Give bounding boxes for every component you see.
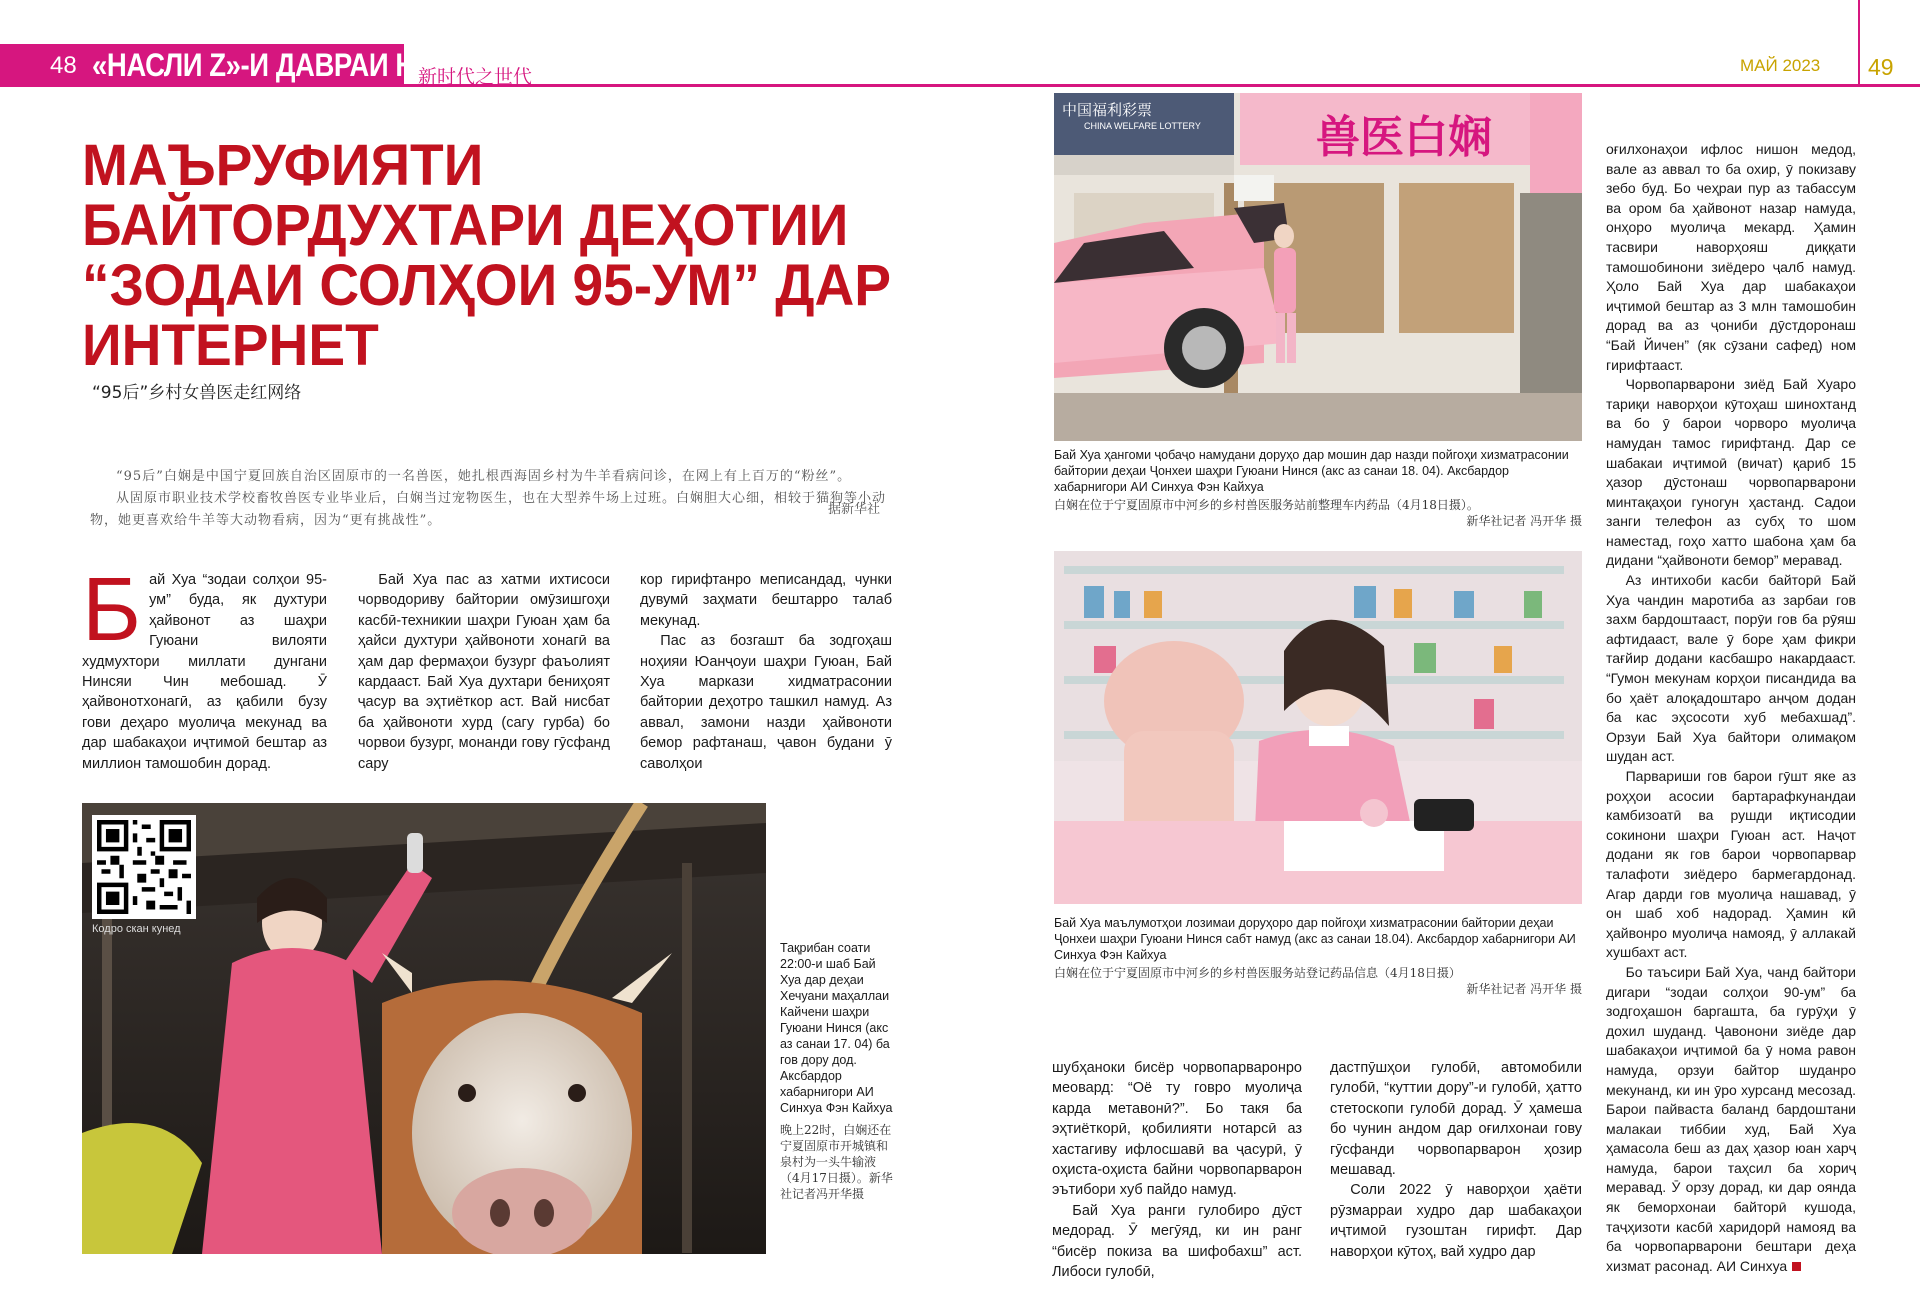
text-column-2 — [358, 570, 610, 774]
body-paragraph: Парвариши гов барои гӯшт яке аз роҳҳои асосии бартарафкунандаи камбизоатӣ ва рушди иқтисодии сокинони шаҳри Гуюан аст. Наҷот додани як гов барои чорвопарвар талафоти зиёдеро бармегардонад. Агар дарди гов муолиҷа нашавад, ӯ он шаб хоб надорад. Ҳамин кӣ ҳайвонро муолиҷа намояд, ӯ аллакай хушбахт аст. — [1606, 768, 1856, 961]
body-paragraph: Бай Хуа пас аз хатми ихтисоси чорводориву байтории омӯзишгоҳи касбӣ-техникии шаҳри Гуюан ҳам ба ҳайси духтури ҳайвоноти хонагӣ ва ҳам дар фермаҳои бузург фаъолият кардааст. Бай Хуа духтари бениҳоят ҷасур ва эҳтиёткор аст. Вай нисбат ба ҳайвоноти хурд (сагу гурба) бо чорвои бузург, монанди гову гӯсфанд сару — [358, 572, 610, 772]
body-paragraph: оғилхонаҳои ифлос нишон медод, вале аз аввал то ба охир, ӯ покизаву зебо буд. Бо чеҳраи пур аз табассум ва ором ба ҳайвонот назар намуда, онҳоро муолиҷа мекард. Ҳамин тасвири наворҳояш диққати тамошобинони зиёдеро ҷалб намуд. Ҳоло Бай Хуа дар шабакаҳои иҷтимоӣ бештар аз 3 млн тамошобин дорад ва аз ҷониби дӯстдоронаш “Бай Йичен” (як сӯзани сафед) ном гирифтааст. — [1606, 141, 1856, 373]
caption-text-cn: 白娴在位于宁夏固原市中河乡的乡村兽医服务站登记药品信息（4月18日摄） — [1054, 966, 1461, 980]
text-column-1 — [82, 560, 327, 774]
page-number-right: 49 — [1868, 54, 1894, 80]
body-paragraph: дастпӯшҳои гулобӣ, автомобили гулобӣ, “куттии дору”-и гулобӣ, ҳатто стетоскопи гулобӣ дорад. Ӯ ҳамеша бо чунин андом дар оғилхонаи гову гӯсфанди чорвопарварон ҳозир мешавад. — [1330, 1060, 1582, 1179]
qr-label: Кодро скан кунед — [92, 923, 181, 935]
caption-text-cn: 白娴在位于宁夏固原市中河乡的乡村兽医服务站前整理车内药品（4月18日摄）。 — [1054, 498, 1479, 512]
chinese-intro — [90, 466, 890, 532]
photo-car-caption — [1054, 447, 1582, 529]
photo-credit-cn: 新华社记者 冯开华 摄 — [1466, 514, 1582, 528]
caption-text-cn: 晚上22时，白娴还在宁夏固原市开城镇和泉村为一头牛输液（4月17日摄）。新华社记者冯开华摄 — [780, 1123, 893, 1201]
lottery-sign-en: CHINA WELFARE LOTTERY — [1084, 121, 1201, 131]
body-paragraph: Аз интихоби касби байторӣ Бай Хуа чандин маротиба аз зарбаи гов захм бардоштааст, порӯи гов ба рӯяш афтидааст, вале ӯ боре ҳам фикри тағйир додани касбашро накардааст. “Гумон мекунам корҳои писандида ва бо ҳаёт алоқадоштаро анҷом додан ба кас эҳсосоти хуб мебахшад”. Орзуи Бай Хуа байтори олимақом шудан аст. — [1606, 572, 1856, 765]
body-paragraph: Бо таъсири Бай Хуа, чанд байтори дигари “зодаи солҳои 90-ум” ба зодгоҳашон баргашта, ба гурӯҳи ӯ дохил шуданд. Ҷавонони зиёде дар шабакаҳои иҷтимоӣ ба ӯ нома равон намуда, орзуи байтор шуданро мекунанд, ки ин ӯро хурсанд месозад. Барои пайваста баланд бардоштани малакаи тиббии худ, Бай Хуа ҳамасола беш аз даҳ ҳазор юан харҷ намуда, барои таҳсил ба хориҷ меравад. Ӯ орзу дорад, ки дар оянда як беморхонаи байторӣ кушода, таҷҳизоти касбӣ харидорӣ намояд ва ба чорвопарварони бештари деҳа хизмат расонад. АИ Синхуа — [1606, 963, 1856, 1274]
qr-code[interactable] — [92, 815, 196, 919]
article-subtitle-cn: “95后”乡村女兽医走红网络 — [92, 383, 302, 403]
photo-vet-at-desk — [1054, 551, 1582, 904]
intro-cn-paragraph: “95后”白娴是中国宁夏回族自治区固原市的一名兽医，她扎根西海固乡村为牛羊看病问诊，在网上有上百万的“粉丝”。 — [116, 469, 852, 484]
end-of-article-mark — [1792, 1262, 1801, 1271]
caption-text: Тақрибан соати 22:00-и шаб Бай Хуа дар деҳаи Хечуани маҳаллаи Кайчени шаҳри Гуюани Нинся (акс аз санаи 17. 04) ба гов дору дод. Аксбардор хабарнигори АИ Синхуа Фэн Кайхуа — [780, 941, 893, 1115]
intro-cn-paragraph: 从固原市职业技术学校畜牧兽医专业毕业后，白娴当过宠物医生，也在大型养牛场上过班。白娴胆大心细，相较于猫狗等小动物，她更喜欢给牛羊等大动物看病，因为“更有挑战性”。 — [90, 491, 887, 528]
photo-pink-car — [1054, 93, 1582, 441]
photo-desk-caption — [1054, 915, 1582, 997]
section-title-cn: 新时代之世代 — [418, 66, 533, 88]
text-column-6 — [1606, 140, 1856, 1276]
caption-text: Бай Хуа ҳангоми ҷобаҷо намудани доруҳо дар мошин дар назди пойгоҳи хизматрасонии байтории деҳаи Ҷонхеи шаҳри Гуюани Нинся (акс аз санаи 18. 04). Аксбардор хабарнигори АИ Синхуа Фэн Кайхуа — [1054, 448, 1569, 494]
caption-text: Бай Хуа маълумотҳои лозимаи доруҳоро дар пойгоҳи хизматрасонии байтории деҳаи Ҷонхеи шаҳри Гуюани Нинся сабт намуд (акс аз санаи 18.04). Аксбардор хабарнигори АИ Синхуа Фэн Кайхуа — [1054, 916, 1576, 962]
body-paragraph: Пас аз бозгашт ба зодгоҳаш ноҳияи Юанҷоуи шаҳри Гуюан, Бай Хуа маркази хидматрасонии байтории деҳотро ташкил намуд. Аз аввал, замони назди ҳайвоноти бемор рафтанаш, ҷавон будани ӯ саволҳои — [640, 633, 892, 772]
body-paragraph: Бай Хуа ранги гулобиро дӯст медорад. Ӯ мегӯяд, ки ин ранг “бисёр покиза ва шифобахш” аст. Либоси гулобӣ, — [1052, 1202, 1302, 1281]
text-column-5 — [1330, 1058, 1582, 1262]
text-column-3 — [640, 570, 892, 774]
page-edge-rule — [1858, 0, 1860, 87]
section-title: «НАСЛИ Z»-И ДАВРАИ НАВ — [92, 47, 454, 83]
drop-cap: Б — [82, 560, 142, 660]
lottery-sign-cn: 中国福利彩票 — [1062, 101, 1153, 119]
article-headline: МАЪРУФИЯТИ БАЙТОРДУХТАРИ ДЕҲОТИИ “ЗОДАИ СОЛҲОИ 95-УМ” ДАР ИНТЕРНЕТ — [82, 133, 891, 378]
page-number-left: 48 — [50, 52, 77, 79]
body-paragraph: ай Хуа “зодаи солҳои 95-ум” буда, як духтури ҳайвонот аз шаҳри Гуюани вилояти худмухтори миллати дунгани Нинсяи Чин мебошад. Ӯ ҳайвонотхонагӣ, аз қабили бузу гови деҳаро муолиҷа мекунад ва дар шабакаҳои иҷтимоӣ бештар аз миллион тамошобин дорад. — [82, 572, 327, 772]
photo-credit-cn: 新华社记者 冯开华 摄 — [1466, 982, 1582, 996]
body-paragraph: Чорвопарварони зиёд Бай Хуаро тариқи наворҳои кӯтоҳаш шинохтанд ва бо ӯ барои чорворо муолиҷа намудан тамос гирифтанд. Дар се шабакаи иҷтимоӣ (вичат) қариб 15 ҳазор дӯстонаш чорвопарварони минтақаҳои гуногун ҳастанд. Садои занги телефон аз субҳ то шом наместад, гоҳо хатто шабона ҳам ба дидани “ҳайвоноти бемор” меравад. — [1606, 376, 1856, 569]
desk-photo-illustration — [1054, 551, 1582, 904]
body-paragraph: Соли 2022 ӯ наворҳои ҳаёти рӯзмарраи худро дар шабакаҳои иҷтимоӣ гузоштан гирифт. Дар наворҳои кӯтоҳ, вай худро дар — [1330, 1182, 1582, 1260]
header-rule — [0, 84, 1920, 87]
body-paragraph: шубҳаноки бисёр чорвопарваронро меовард: “Оё ту говро муолиҷа карда метавонӣ?”. Бо такя ба эҳтиёткорӣ, қобилияти нотарсӣ аз хастагиву ифлосшавӣ ва ҷасурӣ, ӯ оҳиста-оҳиста байни чорвопарварон эътибори хуб пайдо намуд. — [1052, 1060, 1302, 1199]
photo-cow-caption — [780, 940, 895, 1202]
photo-cow-treatment — [82, 803, 766, 1254]
issue-month: МАЙ 2023 — [1740, 56, 1821, 75]
intro-source: 据新华社 — [828, 502, 881, 517]
clinic-sign-cn: 兽医白娴 — [1316, 112, 1492, 163]
text-column-4 — [1052, 1058, 1302, 1282]
body-paragraph: кор гирифтанро меписандад, чунки дувумӣ заҳмати бештарро талаб мекунад. — [640, 572, 892, 629]
qr-code-icon — [97, 820, 191, 914]
